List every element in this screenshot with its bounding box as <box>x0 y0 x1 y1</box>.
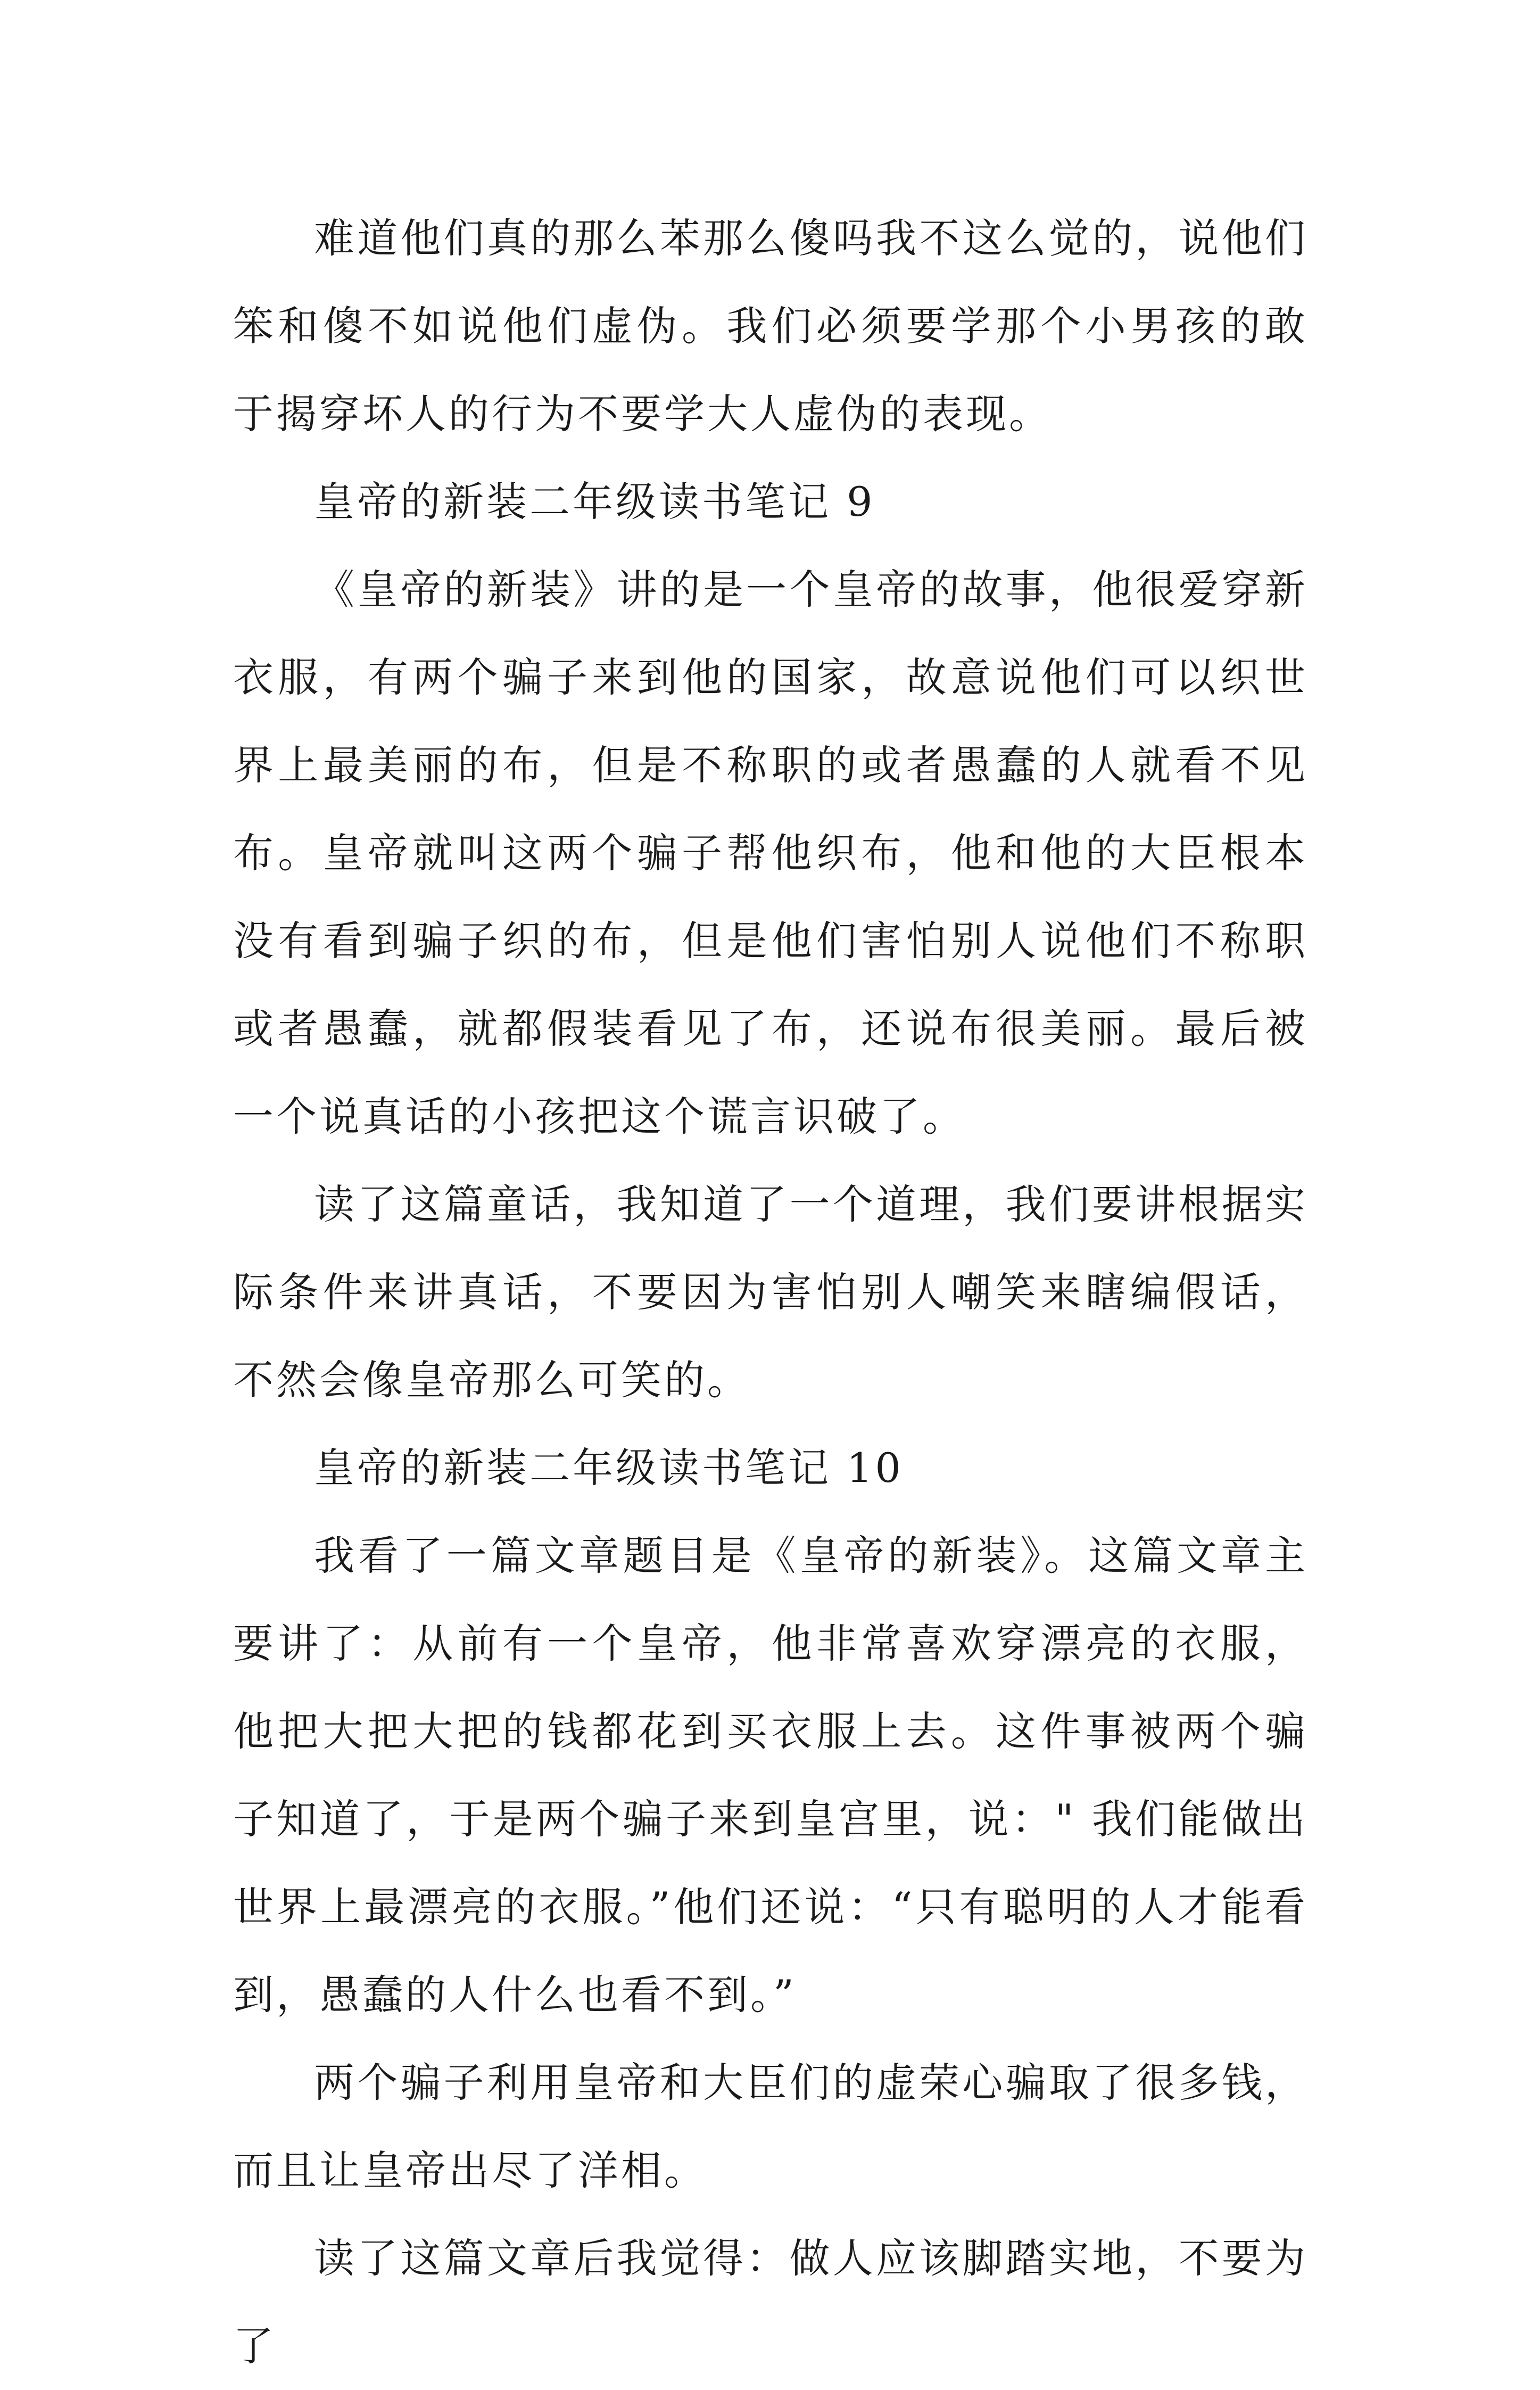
paragraph: 读了这篇童话，我知道了一个道理，我们要讲根据实际条件来讲真话，不要因为害怕别人嘲笑来瞎编假话，不然会像皇帝那么可笑的。 <box>233 1181 1308 1404</box>
document-body <box>233 194 1308 2390</box>
paragraph: 读了这篇文章后我觉得：做人应该脚踏实地，不要为了 <box>233 2235 1308 2370</box>
section-heading: 皇帝的新装二年级读书笔记 9 <box>314 478 875 525</box>
paragraph: 难道他们真的那么苯那么傻吗我不这么觉的，说他们笨和傻不如说他们虚伪。我们必须要学那个小男孩的敢于揭穿坏人的行为不要学大人虚伪的表现。 <box>233 215 1308 438</box>
paragraph: 我看了一篇文章题目是《皇帝的新装》。这篇文章主要讲了：从前有一个皇帝，他非常喜欢穿漂亮的衣服，他把大把大把的钱都花到买衣服上去。这件事被两个骗子知道了，于是两个骗子来到皇宫里，说：" 我们能做出世界上最漂亮的衣服。”他们还说：“只有聪明的人才能看到，愚蠢的人什么也看不到。” <box>233 1532 1308 2018</box>
paragraph: 两个骗子利用皇帝和大臣们的虚荣心骗取了很多钱，而且让皇帝出尽了洋相。 <box>233 2059 1308 2194</box>
paragraph: 《皇帝的新装》讲的是一个皇帝的故事，他很爱穿新衣服，有两个骗子来到他的国家，故意说他们可以织世界上最美丽的布，但是不称职的或者愚蠢的人就看不见布。皇帝就叫这两个骗子帮他织布，他和他的大臣根本没有看到骗子织的布，但是他们害怕别人说他们不称职或者愚蠢，就都假装看见了布，还说布很美丽。最后被一个说真话的小孩把这个谎言识破了。 <box>233 566 1308 1140</box>
section-heading: 皇帝的新装二年级读书笔记 10 <box>314 1444 904 1491</box>
